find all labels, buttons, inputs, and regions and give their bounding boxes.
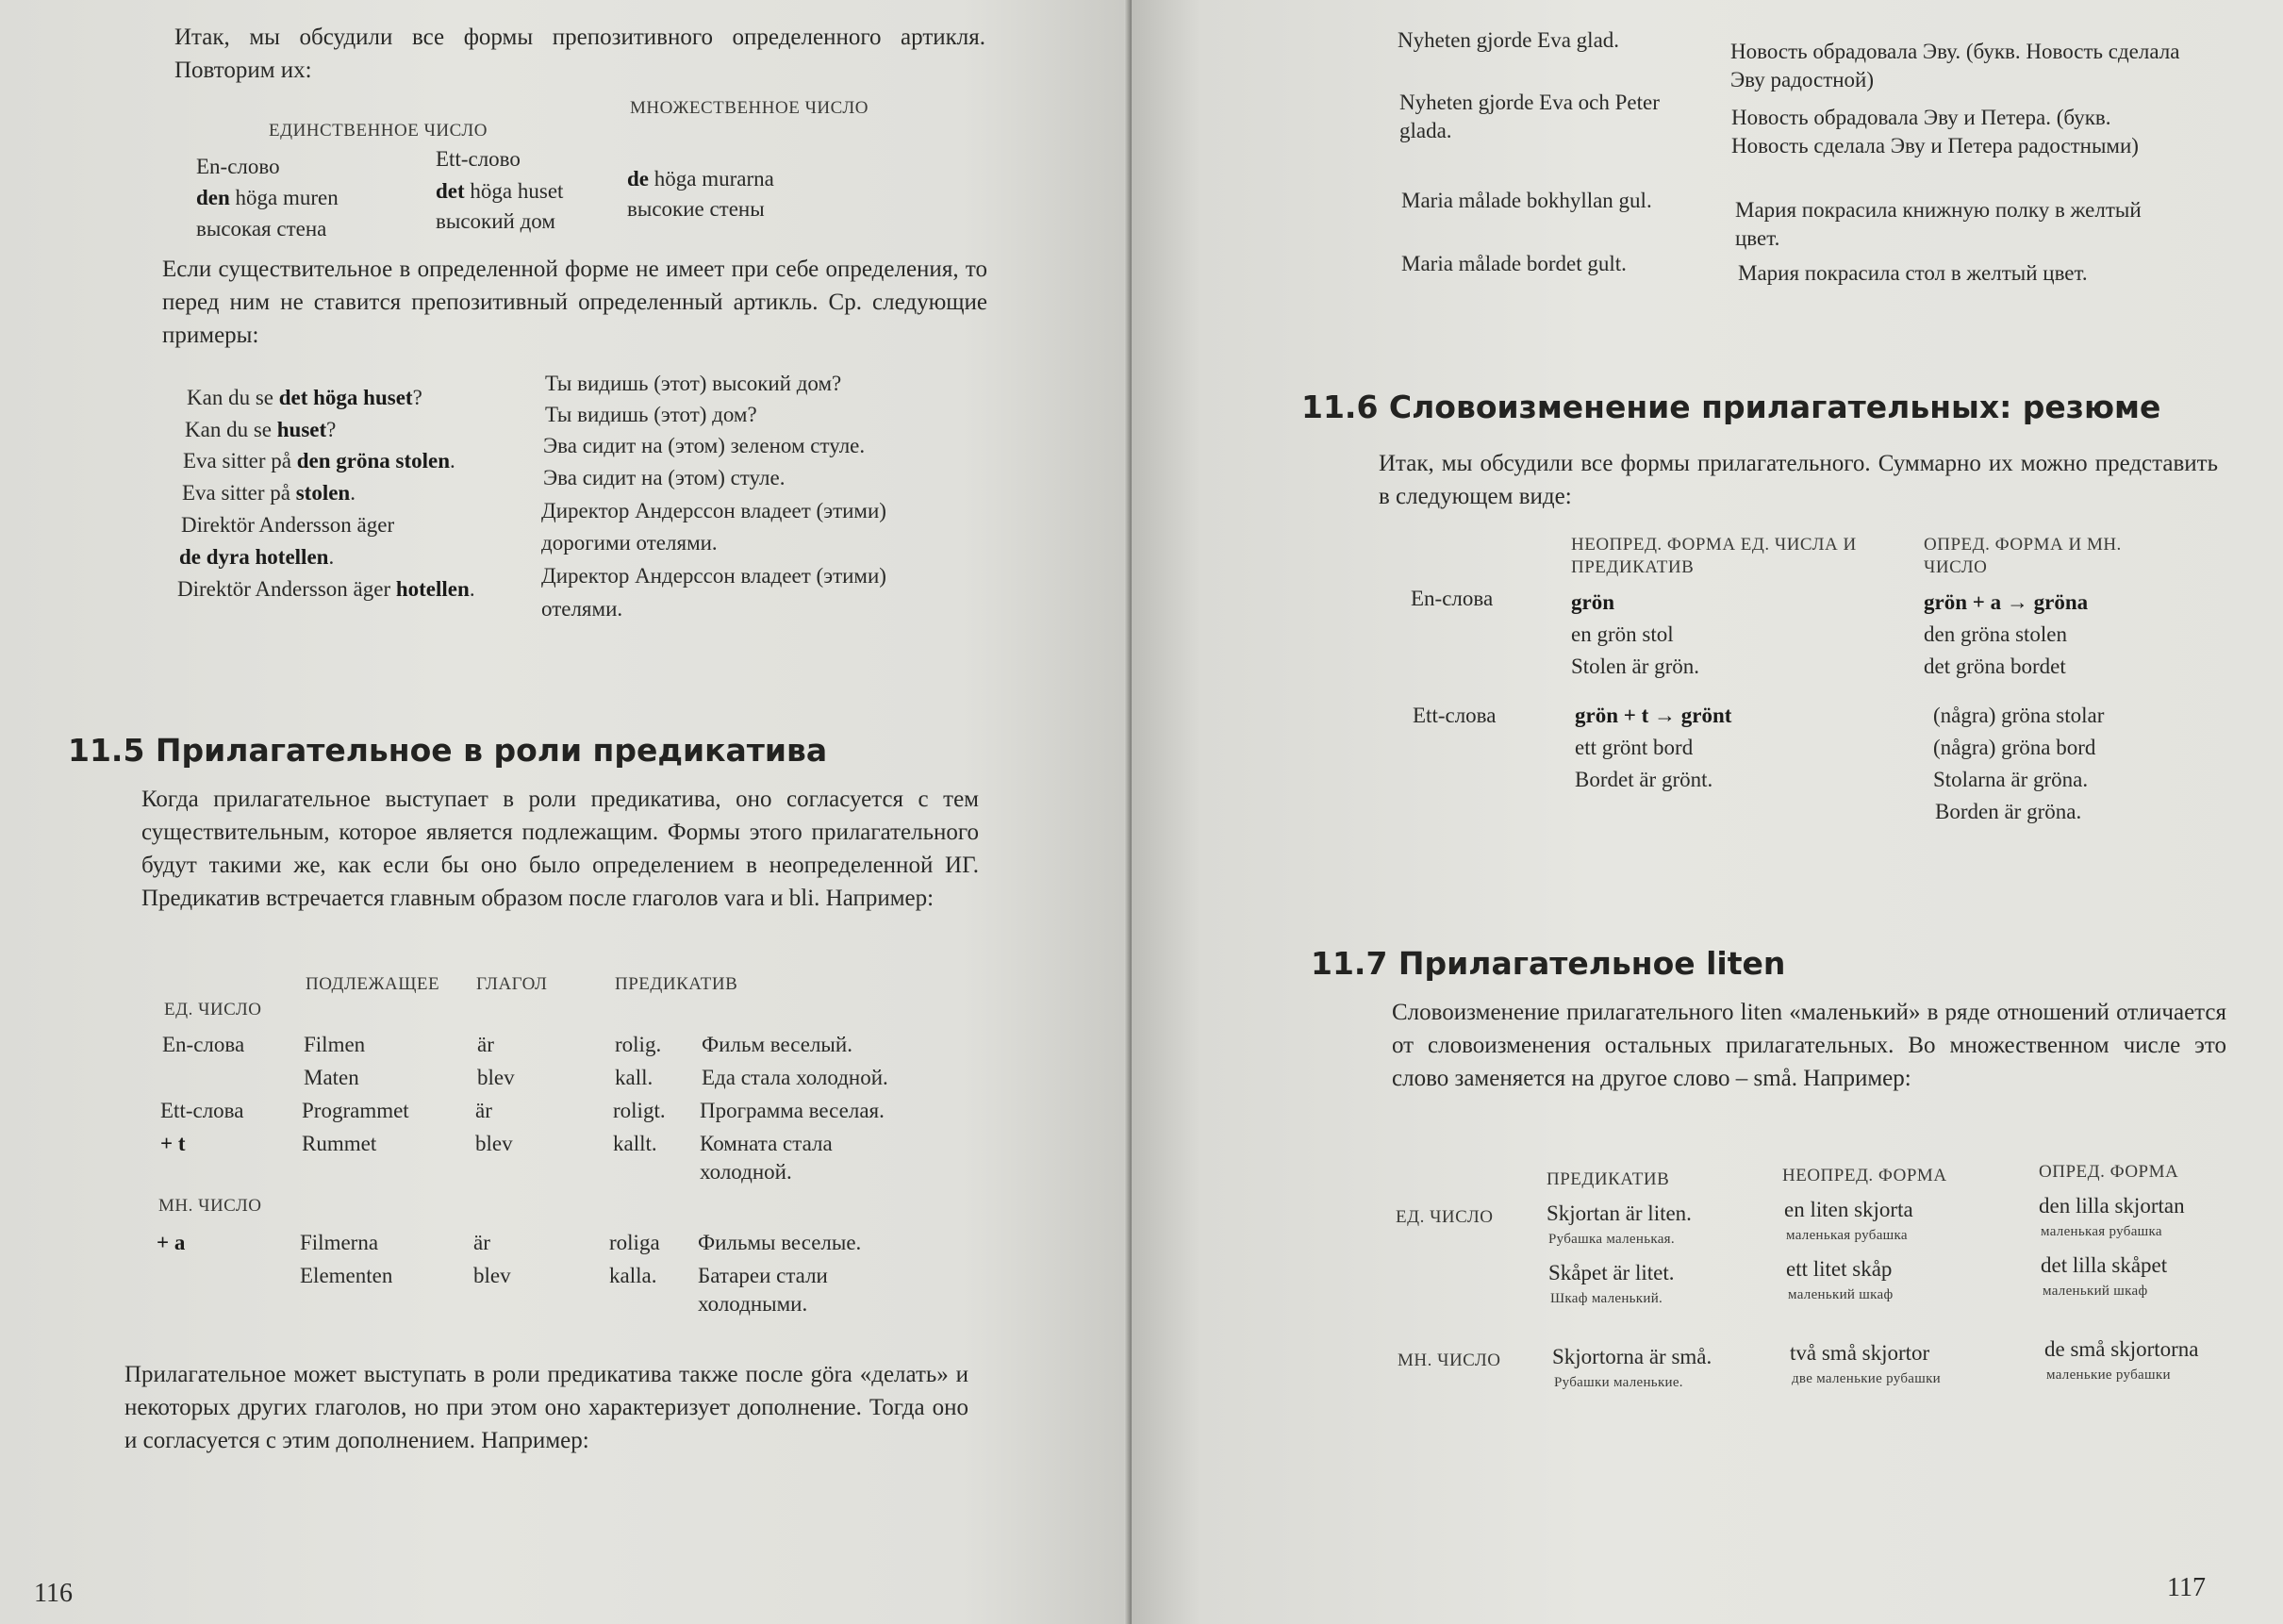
summary-cell: Borden är gröna. <box>1935 800 2082 823</box>
pred-verb: blev <box>473 1264 511 1287</box>
heading-11-7: 11.7 Прилагательное liten <box>1311 945 1786 982</box>
label-plural: МН. ЧИСЛО <box>1398 1351 1501 1370</box>
example-sv: Kan du se huset? <box>185 418 337 441</box>
paragraph-liten: Словоизменение прилагательного liten «маленький» в ряде отношений отличается от словоизменения остальных прилагательных. Во множественном числе это слово заменяется на другое слово – små. Например: <box>1392 1000 2226 1091</box>
example-sv: de dyra hotellen. <box>179 545 335 569</box>
summary-cell: grön + a → gröna <box>1924 590 2089 614</box>
liten-cell: det lilla skåpet <box>2041 1253 2168 1277</box>
form-en-sv: den höga muren <box>196 186 339 209</box>
label-plus-a: + a <box>157 1231 186 1254</box>
liten-cell: två små skjortor <box>1790 1341 1930 1365</box>
pred-subject: Filmerna <box>300 1231 379 1254</box>
example-ru: Ты видишь (этот) высокий дом? <box>545 372 842 395</box>
example-ru: Эва сидит на (этом) стуле. <box>543 466 786 489</box>
summary-cell: Bordet är grönt. <box>1575 768 1713 791</box>
example-ru: дорогими отелями. <box>541 531 718 555</box>
paragraph-predicative: Когда прилагательное выступает в роли предикатива, оно согласуется с тем существительным, которое является подлежащим. Формы этого прилагательного будут такими же, как если бы оно было определением в неопределенной ИГ. Предикатив встречается главным образом после глаголов vara и bli. Например: <box>141 787 979 911</box>
example-ru: Эва сидит на (этом) зеленом стуле. <box>543 434 866 457</box>
pred-subject: Maten <box>304 1066 359 1089</box>
liten-translation: две маленькие рубашки <box>1792 1371 1942 1386</box>
liten-cell: Skjortan är liten. <box>1547 1201 1692 1225</box>
left-page <box>0 0 1132 1624</box>
liten-cell: de små skjortorna <box>2044 1337 2199 1361</box>
summary-cell: den gröna stolen <box>1924 622 2068 646</box>
liten-translation: маленькие рубашки <box>2046 1367 2171 1383</box>
form-en-ru: высокая стена <box>196 217 327 240</box>
pred-verb: är <box>475 1099 492 1122</box>
pred-translation: Фильмы веселые. <box>698 1231 862 1254</box>
heading-11-5: 11.5 Прилагательное в роли предикатива <box>68 732 828 769</box>
liten-cell: den lilla skjortan <box>2039 1194 2185 1218</box>
liten-cell: en liten skjorta <box>1784 1198 1913 1221</box>
example-ru: Ты видишь (этот) дом? <box>545 403 757 426</box>
example-sv: Eva sitter på den gröna stolen. <box>183 449 455 472</box>
example-ru: Директор Андерссон владеет (этими) <box>541 499 886 522</box>
example-sv: Direktör Andersson äger hotellen. <box>177 577 475 601</box>
pred-predicative: kallt. <box>613 1132 657 1155</box>
pred-translation: Фильм веселый. <box>702 1033 852 1056</box>
liten-cell: ett litet skåp <box>1786 1257 1893 1281</box>
example-sv: Eva sitter på stolen. <box>182 481 356 505</box>
summary-cell: (några) gröna stolar <box>1933 704 2105 727</box>
summary-cell: grön <box>1571 590 1614 614</box>
label-ett-words: Ett-слова <box>160 1099 244 1122</box>
col-predicative: ПРЕДИКАТИВ <box>615 974 738 994</box>
form-ett-ru: высокий дом <box>436 209 555 233</box>
label-singular: ЕД. ЧИСЛО <box>164 1000 262 1019</box>
liten-cell: Skåpet är litet. <box>1548 1261 1675 1284</box>
form-ett-sv: det höga huset <box>436 179 564 203</box>
col-def-form: ОПРЕД. ФОРМА И МН. ЧИСЛО <box>1924 535 2122 577</box>
paragraph-summary: Итак, мы обсудили все формы прилагательного. Суммарно их можно представить в следующем виде: <box>1379 451 2218 509</box>
summary-cell: grön + t → grönt <box>1575 704 1732 727</box>
liten-translation: Рубашки маленькие. <box>1554 1375 1683 1390</box>
right-page <box>1132 0 2283 1624</box>
label-ett-words: Ett-слова <box>1413 704 1497 727</box>
pred-translation: Программа веселая. <box>700 1099 885 1122</box>
col-verb: ГЛАГОЛ <box>476 974 548 994</box>
liten-translation: маленький шкаф <box>1788 1287 1894 1302</box>
paragraph-no-attribute: Если существительное в определенной форме не имеет при себе определения, то перед ним не ставится препозитивный определенный артикль. Ср. следующие примеры: <box>162 257 987 348</box>
header-plural: МНОЖЕСТВЕННОЕ ЧИСЛО <box>630 98 869 118</box>
pred-subject: Programmet <box>302 1099 409 1122</box>
paragraph-intro: Итак, мы обсудили все формы препозитивного определенного артикля. Повторим их: <box>174 25 985 83</box>
col-subject: ПОДЛЕЖАЩЕЕ <box>306 974 440 994</box>
form-plural-ru: высокие стены <box>627 197 765 221</box>
example-sv: Direktör Andersson äger <box>181 513 395 537</box>
header-singular: ЕДИНСТВЕННОЕ ЧИСЛО <box>269 121 488 141</box>
pred-translation: Еда стала холодной. <box>702 1066 888 1089</box>
pred-verb: är <box>477 1033 494 1056</box>
pred-predicative: roliga <box>609 1231 660 1254</box>
example-sv: Maria målade bokhyllan gul. <box>1401 189 1652 212</box>
page-number-right: 117 <box>2167 1573 2206 1602</box>
example-sv: Maria målade bordet gult. <box>1401 252 1627 275</box>
summary-cell: det gröna bordet <box>1924 655 2066 678</box>
col-def-form: ОПРЕД. ФОРМА <box>2039 1162 2179 1182</box>
example-ru: Мария покрасила стол в желтый цвет. <box>1738 261 2088 285</box>
pred-translation: Батареи стали холодными. <box>698 1264 828 1316</box>
form-plural-sv: de höga murarna <box>627 167 774 191</box>
pred-verb: blev <box>477 1066 515 1089</box>
summary-cell: ett grönt bord <box>1575 736 1694 759</box>
col-predicative: ПРЕДИКАТИВ <box>1547 1169 1670 1189</box>
heading-11-6: 11.6 Словоизменение прилагательных: резюме <box>1301 389 2161 425</box>
example-ru: Мария покрасила книжную полку в желтый цвет. <box>1735 198 2142 250</box>
liten-translation: Рубашка маленькая. <box>1548 1232 1675 1247</box>
label-plus-t: + t <box>160 1132 186 1155</box>
label-en-words: En-слова <box>162 1033 245 1056</box>
summary-cell: Stolen är grön. <box>1571 655 1700 678</box>
liten-cell: Skjortorna är små. <box>1552 1345 1712 1368</box>
pred-subject: Elementen <box>300 1264 393 1287</box>
summary-cell: (några) gröna bord <box>1933 736 2096 759</box>
summary-cell: Stolarna är gröna. <box>1933 768 2089 791</box>
label-en-words: En-слова <box>1411 587 1494 610</box>
pred-predicative: kalla. <box>609 1264 657 1287</box>
example-sv: Nyheten gjorde Eva glad. <box>1398 28 1620 52</box>
pred-predicative: roligt. <box>613 1099 666 1122</box>
example-ru: Новость обрадовала Эву. (букв. Новость сделала Эву радостной) <box>1730 40 2180 91</box>
col-indef-form: НЕОПРЕД. ФОРМА <box>1782 1166 1947 1185</box>
summary-cell: en grön stol <box>1571 622 1674 646</box>
example-sv: Nyheten gjorde Eva och Peter glada. <box>1399 91 1660 142</box>
pred-verb: blev <box>475 1132 513 1155</box>
pred-verb: är <box>473 1231 490 1254</box>
example-ru: Директор Андерссон владеет (этими) <box>541 564 886 588</box>
label-en-word: En-слово <box>196 155 280 178</box>
label-ett-word: Ett-слово <box>436 147 521 171</box>
pred-subject: Rummet <box>302 1132 377 1155</box>
label-singular: ЕД. ЧИСЛО <box>1396 1207 1494 1227</box>
example-ru: Новость обрадовала Эву и Петера. (букв. Новость сделала Эву и Петера радостными) <box>1731 106 2139 157</box>
pred-predicative: kall. <box>615 1066 653 1089</box>
example-ru: отелями. <box>541 597 623 621</box>
page-number-left: 116 <box>34 1579 73 1608</box>
liten-translation: Шкаф маленький. <box>1550 1291 1663 1306</box>
example-sv: Kan du se det höga huset? <box>187 386 422 409</box>
liten-translation: маленький шкаф <box>2043 1284 2148 1299</box>
liten-translation: маленькая рубашка <box>1786 1228 1908 1243</box>
label-plural: МН. ЧИСЛО <box>158 1196 262 1216</box>
pred-translation: Комната стала холодной. <box>700 1132 833 1184</box>
pred-predicative: rolig. <box>615 1033 662 1056</box>
pred-subject: Filmen <box>304 1033 366 1056</box>
paragraph-gora: Прилагательное может выступать в роли предикатива также после göra «делать» и некоторых других глаголов, но при этом оно характеризует дополнение. Тогда оно и согласуется с этим дополнением. Например: <box>124 1362 968 1453</box>
liten-translation: маленькая рубашка <box>2041 1224 2162 1239</box>
col-indef-form: НЕОПРЕД. ФОРМА ЕД. ЧИСЛА И ПРЕДИКАТИВ <box>1571 535 1857 577</box>
